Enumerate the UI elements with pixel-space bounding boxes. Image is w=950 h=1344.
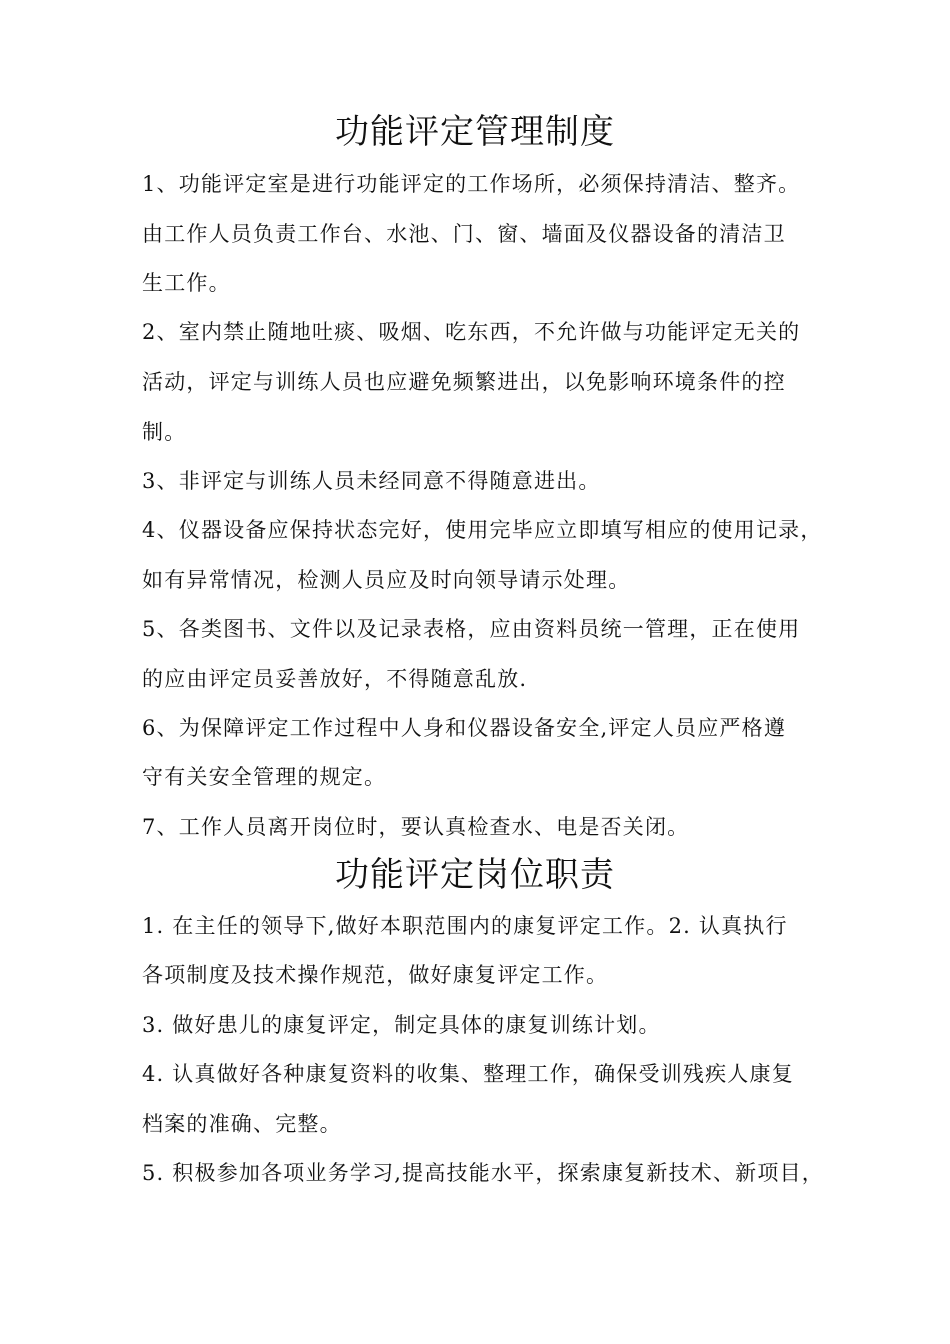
section-title-job-duties: 功能评定岗位职责 [335,855,615,895]
paragraph-line: 如有异常情况，检测人员应及时向领导请示处理。 [142,568,631,592]
paragraph-line: 各项制度及技术操作规范，做好康复评定工作。 [142,963,609,987]
paragraph-line: 4. 认真做好各种康复资料的收集、整理工作，确保受训残疾人康复 [142,1062,794,1086]
paragraph-line: 6、为保障评定工作过程中人身和仪器设备安全,评定人员应严格遵 [142,716,787,740]
paragraph-line: 1. 在主任的领导下,做好本职范围内的康复评定工作。2. 认真执行 [142,914,788,938]
section-title-management-rules: 功能评定管理制度 [335,112,615,152]
paragraph-line: 7、工作人员离开岗位时，要认真检查水、电是否关闭。 [142,815,690,839]
paragraph-line: 制。 [142,420,187,444]
paragraph-line: 的应由评定员妥善放好，不得随意乱放. [142,667,528,691]
paragraph-line: 5、各类图书、文件以及记录表格，应由资料员统一管理，正在使用 [142,617,801,641]
paragraph-line: 3. 做好患儿的康复评定，制定具体的康复训练计划。 [142,1013,661,1037]
paragraph-line: 生工作。 [142,271,231,295]
paragraph-line: 由工作人员负责工作台、水池、门、窗、墙面及仪器设备的清洁卫 [142,222,786,246]
paragraph-line: 3、非评定与训练人员未经同意不得随意进出。 [142,469,601,493]
paragraph-line: 1、功能评定室是进行功能评定的工作场所，必须保持清洁、整齐。 [142,172,801,196]
paragraph-line: 5. 积极参加各项业务学习,提高技能水平，探索康复新技术、新项目， [142,1161,824,1185]
paragraph-line: 档案的准确、完整。 [142,1112,342,1136]
paragraph-line: 守有关安全管理的规定。 [142,765,387,789]
paragraph-line: 活动，评定与训练人员也应避免频繁进出，以免影响环境条件的控 [142,370,786,394]
paragraph-line: 2、室内禁止随地吐痰、吸烟、吃东西，不允许做与功能评定无关的 [142,320,801,344]
paragraph-line: 4、仪器设备应保持状态完好，使用完毕应立即填写相应的使用记录， [142,518,823,542]
